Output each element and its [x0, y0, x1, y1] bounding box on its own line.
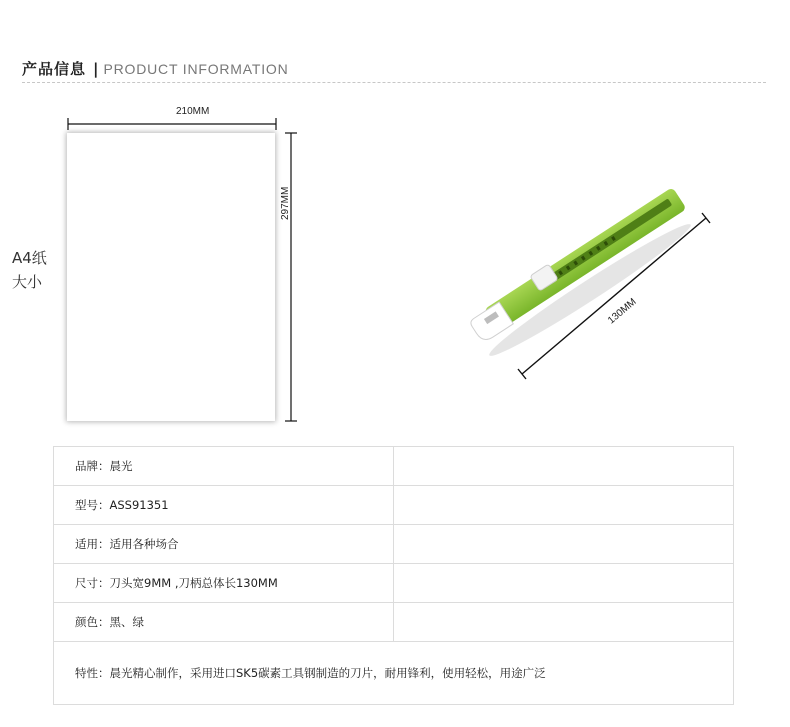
- spec-table: [53, 446, 734, 705]
- spec-label: 特性: [75, 666, 98, 680]
- spec-cell: [54, 447, 394, 486]
- spec-separator: ：: [98, 666, 110, 680]
- knife-length-label: 130MM: [606, 296, 639, 327]
- spec-row-model: [54, 486, 734, 525]
- spec-cell: [54, 525, 394, 564]
- spec-separator: ：: [98, 459, 110, 473]
- spec-separator: ：: [98, 615, 110, 629]
- a4-size-label: [12, 246, 47, 294]
- spec-cell: [54, 486, 394, 525]
- spec-label: 颜色: [75, 615, 98, 629]
- a4-size-label-line2: 大小: [12, 273, 43, 291]
- spec-row-size: [54, 564, 734, 603]
- spec-value: ASS91351: [109, 498, 169, 512]
- spec-label: 品牌: [75, 459, 98, 473]
- spec-empty-cell: [394, 486, 734, 525]
- spec-cell: [54, 564, 394, 603]
- spec-separator: ：: [98, 537, 110, 551]
- spec-value: 晨光: [109, 459, 133, 473]
- spec-value: 适用各种场合: [109, 537, 179, 551]
- a4-size-label-line1: A4纸: [12, 249, 47, 267]
- a4-width-label: 210MM: [176, 106, 210, 117]
- spec-label: 适用: [75, 537, 98, 551]
- section-title-en: PRODUCT INFORMATION: [103, 61, 289, 77]
- spec-separator: ：: [98, 576, 110, 590]
- spec-empty-cell: [394, 603, 734, 642]
- spec-row-features: [54, 642, 734, 705]
- spec-label: 型号: [75, 498, 98, 512]
- utility-knife-image: [440, 160, 730, 390]
- section-title-cn: 产品信息: [22, 60, 87, 78]
- spec-row-color: [54, 603, 734, 642]
- spec-empty-cell: [394, 447, 734, 486]
- spec-row-brand: [54, 447, 734, 486]
- spec-empty-cell: [394, 525, 734, 564]
- spec-cell: [54, 642, 734, 705]
- spec-label: 尺寸: [75, 576, 98, 590]
- spec-separator: ：: [98, 498, 110, 512]
- spec-empty-cell: [394, 564, 734, 603]
- spec-value: 刀头宽9MM ,刀柄总体长130MM: [109, 576, 278, 590]
- title-divider: |: [93, 60, 99, 78]
- spec-value: 黑、绿: [109, 615, 144, 629]
- spec-cell: [54, 603, 394, 642]
- spec-row-usage: [54, 525, 734, 564]
- a4-height-label: 297MM: [280, 186, 291, 220]
- spec-value: 晨光精心制作，采用进口SK5碳素工具钢制造的刀片，耐用锋利，使用轻松，用途广泛: [109, 666, 546, 680]
- a4-paper-sheet: [67, 133, 275, 421]
